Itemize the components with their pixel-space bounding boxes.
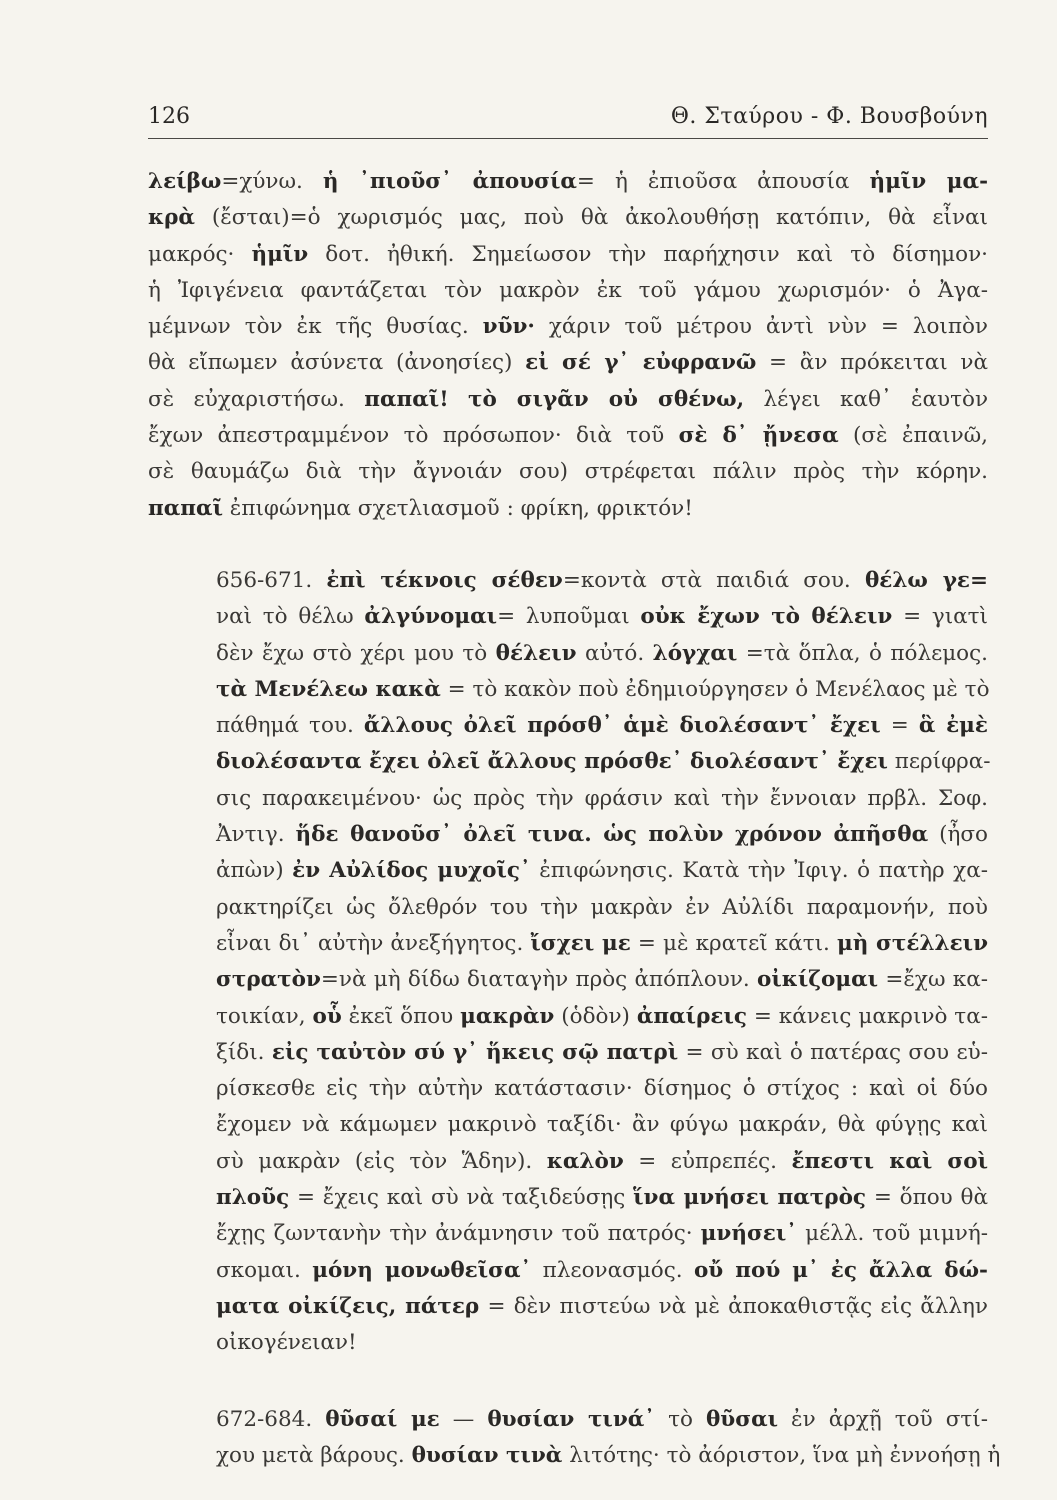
gloss-text: =ἔχω κα-	[878, 967, 988, 993]
text-line	[148, 853, 988, 889]
gloss-text	[449, 387, 468, 412]
text-line	[148, 200, 988, 236]
lemma-bold: ἡ ᾽πιοῦσ᾽ ἀπουσία	[322, 169, 577, 194]
text-line	[148, 418, 988, 454]
lemma-bold: μόνη μονωθεῖσα᾽	[312, 1257, 532, 1283]
text-line	[148, 962, 988, 998]
gloss-text: περίφρα-	[887, 749, 991, 775]
text-line	[148, 817, 988, 853]
lemma-bold: θέλω γε=	[864, 567, 988, 593]
gloss-text: σὲ θαυμάζω διὰ τὴν ἄγνοιάν σου) στρέφεται πάλιν πρὸς τὴν κόρην.	[148, 459, 988, 485]
lemma-bold: ματα οἰκίζεις, πάτερ	[216, 1293, 480, 1319]
lemma-bold: εἰ σέ γ᾽ εὐφρανῶ	[525, 350, 757, 376]
lemma-bold: πλοῦς	[216, 1185, 290, 1211]
text-line	[148, 1325, 988, 1361]
lemma-bold: ἡμῖν μα-	[869, 169, 988, 194]
gloss-text: σκομαι.	[216, 1257, 313, 1283]
lemma-bold: μακρὰν	[460, 1003, 555, 1029]
gloss-text: =χύνω.	[221, 169, 323, 194]
lemma-bold: τὸ σιγᾶν οὐ σθένω,	[468, 386, 745, 412]
gloss-text: 672-684.	[216, 1406, 326, 1432]
gloss-text: μέμνων τὸν ἐκ τῆς θυσίας.	[148, 314, 483, 340]
text-line	[148, 1180, 988, 1216]
text-line	[148, 563, 988, 599]
gloss-text: λέγει καθ᾽ ἑαυτὸν	[744, 386, 989, 412]
gloss-text: (ἦσο	[928, 822, 988, 848]
text-line	[148, 636, 988, 672]
lemma-bold: θυσίαν τινὰ	[411, 1442, 563, 1468]
gloss-text: ρίσκεσθε εἰς τὴν αὐτὴν κατάστασιν· δίσημος ὁ στίχος : καὶ οἱ δύο	[216, 1076, 988, 1102]
lemma-bold: ἥδε θανοῦσ᾽ ὀλεῖ τινα. ὡς πολὺν χρόνον ἀπῆσθα	[295, 822, 929, 848]
text-line	[148, 1107, 988, 1143]
lemma-bold: οὔ πού μ᾽ ἐς ἄλλα δώ-	[693, 1257, 988, 1283]
gloss-text: ξίδι.	[216, 1039, 272, 1065]
text-line	[148, 454, 988, 490]
gloss-text: δὲν ἔχω στὸ χέρι μου τὸ	[216, 640, 496, 666]
gloss-text: —	[439, 1406, 488, 1432]
lemma-bold: στρατὸν	[216, 967, 321, 993]
page-header	[148, 98, 988, 139]
lemma-bold: μνήσει᾽	[700, 1221, 798, 1247]
lemma-bold: ἀλγύνομαι	[364, 604, 498, 630]
text-line	[148, 164, 988, 200]
text-line	[148, 926, 988, 962]
gloss-text: τὸ	[655, 1406, 706, 1432]
page-number: 126	[148, 104, 190, 129]
text-line	[148, 1144, 988, 1180]
gloss-text: = τὸ κακὸν ποὺ ἐδημιούργησεν ὁ Μενέλαος μὲ τὸ	[440, 676, 990, 702]
gloss-text: = λυποῦμαι	[497, 604, 641, 630]
gloss-text: = κάνεις μακρινὸ τα-	[746, 1003, 988, 1029]
commentary-body	[148, 164, 1001, 1474]
gloss-text: αὐτό.	[576, 640, 653, 666]
text-line	[148, 890, 988, 926]
gloss-text: Ἀντιγ.	[216, 822, 296, 848]
gloss-text: ἔχομεν νὰ κάμωμεν μακρινὸ ταξίδι· ἂν φύγω μακράν, θὰ φύγῃς καὶ	[216, 1112, 988, 1138]
gloss-text: ἡ Ἰφιγένεια φαντάζεται τὸν μακρὸν ἐκ τοῦ γάμου χωρισμόν· ὁ Ἀγα-	[148, 277, 988, 303]
text-line	[148, 1289, 988, 1325]
lemma-bold: μὴ στέλλειν	[836, 930, 988, 956]
gloss-text: =τὰ ὅπλα, ὁ πόλεμος.	[737, 640, 988, 666]
paragraph-gap	[148, 527, 988, 563]
paragraph-gap	[148, 1362, 988, 1402]
lemma-bold: λόγχαι	[652, 640, 738, 666]
text-line	[148, 744, 991, 780]
gloss-text: ἔχῃς ζωντανὴν τὴν ἀνάμνησιν τοῦ πατρός·	[216, 1221, 701, 1247]
text-line	[148, 781, 988, 817]
lemma-bold: καλὸν	[546, 1148, 624, 1174]
lemma-bold: διολέσαντα ἔχει ὀλεῖ ἄλλους πρόσθε᾽ διολέσαντ᾽ ἔχει	[216, 749, 888, 775]
text-line	[148, 345, 988, 381]
gloss-text: = μὲ κρατεῖ κάτι.	[630, 930, 837, 956]
text-line	[148, 1253, 988, 1289]
text-line	[148, 708, 988, 744]
lemma-bold: νῦν·	[482, 314, 535, 340]
gloss-text: χου μετὰ βάρους.	[216, 1442, 412, 1468]
gloss-text: πλεονασμός.	[531, 1257, 694, 1283]
gloss-text: ἐπιφώνημα σχετλιασμοῦ : φρίκη, φρικτόν!	[222, 495, 693, 521]
gloss-text: (ἔσται)=ὁ χωρισμός μας, ποὺ θὰ ἀκολουθήσῃ κατόπιν, θὰ εἶναι	[194, 205, 988, 231]
gloss-text: (σὲ ἐπαινῶ,	[838, 423, 989, 449]
text-line	[148, 1438, 1001, 1474]
gloss-text: = ἔχεις καὶ σὺ νὰ ταξιδεύσῃς	[289, 1185, 634, 1211]
gloss-text: οἰκογένειαν!	[216, 1330, 357, 1356]
gloss-text: ρακτηρίζει ὡς ὄλεθρόν του τὴν μακρὰν ἐν Αὐλίδι παραμονήν, ποὺ	[216, 894, 988, 920]
text-line	[148, 1402, 988, 1438]
lemma-bold: θέλειν	[495, 640, 577, 666]
lemma-bold: τὰ Μενέλεω κακὰ	[216, 676, 441, 702]
gloss-text: σὺ μακρὰν (εἰς τὸν Ἅδην).	[216, 1148, 547, 1174]
gloss-text: = ὅπου θὰ	[866, 1185, 988, 1211]
gloss-text: =	[880, 713, 919, 739]
lemma-bold: οὗ	[312, 1003, 342, 1029]
gloss-text: σις παρακειμένου· ὡς πρὸς τὴν φράσιν καὶ τὴν ἔννοιαν πρβλ. Σοφ.	[216, 785, 988, 811]
gloss-text: =κοντὰ στὰ παιδιά σου.	[562, 567, 865, 593]
gloss-text: μέλλ. τοῦ μιμνή-	[797, 1221, 989, 1247]
lemma-bold: παπαῖ!	[364, 386, 449, 412]
lemma-bold: ἵνα μνήσει πατρὸς	[633, 1185, 867, 1211]
text-line	[148, 1035, 988, 1071]
lemma-bold: σὲ δ᾽ ᾔνεσα	[678, 423, 839, 449]
text-line	[148, 491, 988, 527]
gloss-text: = δὲν πιστεύω νὰ μὲ ἀποκαθιστᾷς εἰς ἄλλην	[479, 1293, 988, 1319]
lemma-bold: ἡμῖν	[251, 241, 309, 267]
lemma-bold: ἔπεστι καὶ σοὶ	[791, 1148, 989, 1174]
text-line	[148, 999, 988, 1035]
text-line	[148, 1216, 988, 1252]
text-line	[148, 309, 988, 345]
lemma-bold: εἰς ταὐτὸν σύ γ᾽ ἥκεις σῷ πατρὶ	[271, 1039, 679, 1065]
gloss-text: (ὁδὸν)	[554, 1003, 637, 1029]
paragraph	[148, 164, 988, 527]
text-line	[148, 237, 988, 273]
paragraph	[148, 563, 991, 1362]
gloss-text: σὲ εὐχαριστήσω.	[148, 386, 365, 412]
lemma-bold: θυσίαν τινά᾽	[487, 1406, 656, 1432]
lemma-bold: ἐπὶ τέκνοις σέθεν	[326, 567, 563, 593]
gloss-text: ναὶ τὸ θέλω	[216, 604, 365, 630]
lemma-bold: ἴσχει με	[530, 930, 631, 956]
gloss-text: θὰ εἴπωμεν ἀσύνετα (ἀνοησίες)	[148, 350, 526, 376]
text-line	[148, 672, 988, 708]
running-head: Θ. Σταύρου - Φ. Βουσβούνη	[670, 104, 988, 129]
lemma-bold: θῦσαί με	[325, 1406, 440, 1432]
gloss-text: =νὰ μὴ δίδω διαταγὴν πρὸς ἀπόπλουν.	[320, 967, 758, 993]
lemma-bold: κρὰ	[148, 205, 195, 231]
gloss-text: = εὐπρεπές.	[623, 1148, 792, 1174]
lemma-bold: λείβω	[148, 169, 222, 194]
gloss-text: πάθημά του.	[216, 713, 364, 739]
gloss-text: ἀπὼν)	[216, 858, 293, 884]
gloss-text: ἐκεῖ ὅπου	[341, 1003, 461, 1029]
text-line	[148, 599, 988, 635]
lemma-bold: ἄλλους ὀλεῖ πρόσθ᾽ ἁμὲ διολέσαντ᾽ ἔχει	[363, 713, 881, 739]
gloss-text: μακρός·	[148, 241, 252, 267]
lemma-bold: θῦσαι	[705, 1406, 779, 1432]
gloss-text: εἶναι δι᾽ αὐτὴν ἀνεξήγητος.	[216, 930, 531, 956]
lemma-bold: οὐκ ἔχων τὸ θέλειν	[640, 604, 893, 630]
gloss-text: = σὺ καὶ ὁ πατέρας σου εὑ-	[678, 1039, 988, 1065]
gloss-text: 656-671.	[216, 567, 327, 593]
gloss-text: χάριν τοῦ μέτρου ἀντὶ νὺν = λοιπὸν	[534, 314, 988, 340]
text-line	[148, 382, 988, 418]
gloss-text: τοικίαν,	[216, 1003, 313, 1029]
gloss-text: λιτότης· τὸ ἀόριστον, ἵνα μὴ ἐννοήσῃ ἡ	[562, 1442, 1001, 1468]
gloss-text: = γιατὶ	[892, 604, 988, 630]
lemma-bold: ἀπαίρεις	[636, 1003, 747, 1029]
lemma-bold: ἃ ἐμὲ	[918, 713, 988, 739]
gloss-text: ἔχων ἀπεστραμμένον τὸ πρόσωπον· διὰ τοῦ	[148, 423, 679, 449]
gloss-text: δοτ. ἠθική. Σημείωσον τὴν παρήχησιν καὶ τὸ δίσημον·	[308, 241, 988, 267]
gloss-text: ἐν ἀρχῇ τοῦ στί-	[778, 1406, 988, 1432]
gloss-text: ἐπιφώνησις. Κατὰ τὴν Ἰφιγ. ὁ πατὴρ χα-	[530, 858, 988, 884]
gloss-text: = ἡ ἐπιοῦσα ἀπουσία	[576, 169, 870, 194]
paragraph	[148, 1402, 1001, 1475]
lemma-bold: ἐν Αὐλίδος μυχοῖς᾽	[292, 858, 531, 884]
gloss-text: = ἂν πρόκειται νὰ	[756, 350, 989, 376]
text-line	[148, 273, 988, 309]
lemma-bold: οἰκίζομαι	[757, 967, 879, 993]
text-line	[148, 1071, 988, 1107]
lemma-bold: παπαῖ	[148, 495, 223, 521]
